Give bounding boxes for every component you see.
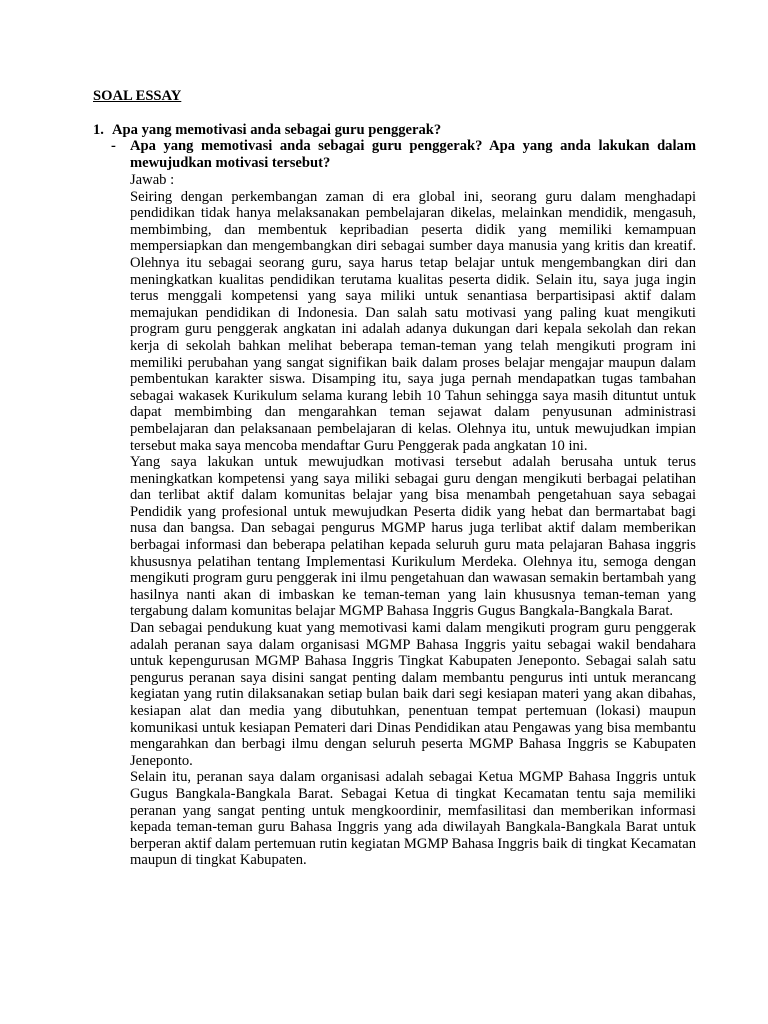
answer-paragraph-4: Selain itu, peranan saya dalam organisasi adalah sebagai Ketua MGMP Bahasa Inggris untuk Gugus Bangkala-Bangkala Barat. Sebagai Ketua di tingkat Kecamatan tentu saja memiliki peranan yang sangat penting untuk mengkoordinir, memfasilitasi dan memberikan informasi kepada teman-teman guru Bahasa Inggris yang ada diwilayah Bangkala-Bangkala Barat untuk berperan aktif dalam pertemuan rutin kegiatan MGMP Bahasa Inggris baik di tingkat Kecamatan maupun di tingkat Kabupaten. bbox=[130, 769, 696, 869]
question-subitem-text: Apa yang memotivasi anda sebagai guru penggerak? Apa yang anda lakukan dalam mewujudkan motivasi tersebut? bbox=[130, 138, 696, 171]
question-subitem bbox=[111, 138, 696, 171]
answer-label: Jawab : bbox=[130, 172, 175, 188]
document-title: SOAL ESSAY bbox=[93, 88, 182, 104]
question-number: 1. bbox=[93, 122, 104, 138]
answer-block bbox=[130, 172, 696, 869]
answer-paragraph-3: Dan sebagai pendukung kuat yang memotivasi kami dalam mengikuti program guru penggerak adalah peranan saya dalam organisasi MGMP Bahasa Inggris yaitu sebagai wakil bendahara untuk kepengurusan MGMP Bahasa Inggris Tingkat Kabupaten Jeneponto. Sebagai salah satu pengurus peranan saya disini sangat penting dalam membantu pengurus inti untuk merancang kegiatan yang rutin dilaksanakan setiap bulan baik dari segi kesiapan materi yang akan dibahas, kesiapan alat dan media yang dibutuhkan, penentuan tempat pertemuan (lokasi) maupun komunikasi untuk kesiapan Pemateri dari Dinas Pendidikan atau Pengawas yang bisa membantu mengarahkan dan berbagi ilmu dengan seluruh peserta MGMP Bahasa Inggris se Kabupaten Jeneponto. bbox=[130, 620, 696, 769]
bullet-dash: - bbox=[111, 138, 116, 154]
answer-paragraph-1: Seiring dengan perkembangan zaman di era global ini, seorang guru dalam menghadapi pendidikan tidak hanya melaksanakan pembelajaran dikelas, melainkan mendidik, mengasuh, membimbing, dan membentuk kepribadian peserta didik yang memiliki kemampuan mempersiapkan dan mengembangkan diri sebagai sumber daya manusia yang kritis dan kreatif. Olehnya itu sebagai seorang guru, saya harus tetap belajar untuk mengembangkan diri dan meningkatkan kualitas pendidikan terutama kualitas peserta didik. Selain itu, saya juga ingin terus menggali kompetensi yang saya miliki untuk senantiasa berpartisipasi aktif dalam memajukan pendidikan di Indonesia. Dan salah satu motivasi yang paling kuat mengikuti program guru penggerak angkatan ini adalah adanya dukungan dari kepala sekolah dan rekan kerja di sekolah bahkan melihat beberapa teman-teman yang telah mengikuti program ini memiliki perubahan yang sangat signifikan baik dalam proses belajar mengajar maupun dalam pembentukan karakter siswa. Disamping itu, saya juga pernah mendapatkan tugas tambahan sebagai wakasek Kurikulum selama kurang lebih 10 Tahun sehingga saya masih dituntut untuk dapat membimbing dan mengarahkan teman sejawat dalam penyusunan administrasi pembelajaran dan pelaksanaan pembelajaran di kelas. Olehnya itu, untuk mewujudkan impian tersebut maka saya mencoba mendaftar Guru Penggerak pada angkatan 10 ini. bbox=[130, 188, 696, 454]
question-1 bbox=[93, 122, 441, 139]
answer-paragraph-2: Yang saya lakukan untuk mewujudkan motivasi tersebut adalah berusaha untuk terus meningkatkan kompetensi yang saya miliki sebagai guru dengan mengikuti berbagai pelatihan dan terlibat aktif dalam komunitas belajar yang bisa menambah pengetahuan saya sebagai Pendidik yang profesional untuk mewujudkan Peserta didik yang hebat dan bermartabat bagi nusa dan bangsa. Dan sebagai pengurus MGMP harus juga terlibat aktif dalam memberikan berbagai informasi dan beberapa pelatihan kepada seluruh guru mata pelajaran Bahasa inggris khususnya pelatihan tentang Implementasi Kurikulum Merdeka. Olehnya itu, semoga dengan mengikuti program guru penggerak ini ilmu pengetahuan dan wawasan semakin bertambah yang hasilnya nanti akan di imbaskan ke teman-teman yang lain khususnya teman-teman yang tergabung dalam komunitas belajar MGMP Bahasa Inggris Gugus Bangkala-Bangkala Barat. bbox=[130, 454, 696, 620]
question-text: Apa yang memotivasi anda sebagai guru penggerak? bbox=[112, 122, 442, 138]
